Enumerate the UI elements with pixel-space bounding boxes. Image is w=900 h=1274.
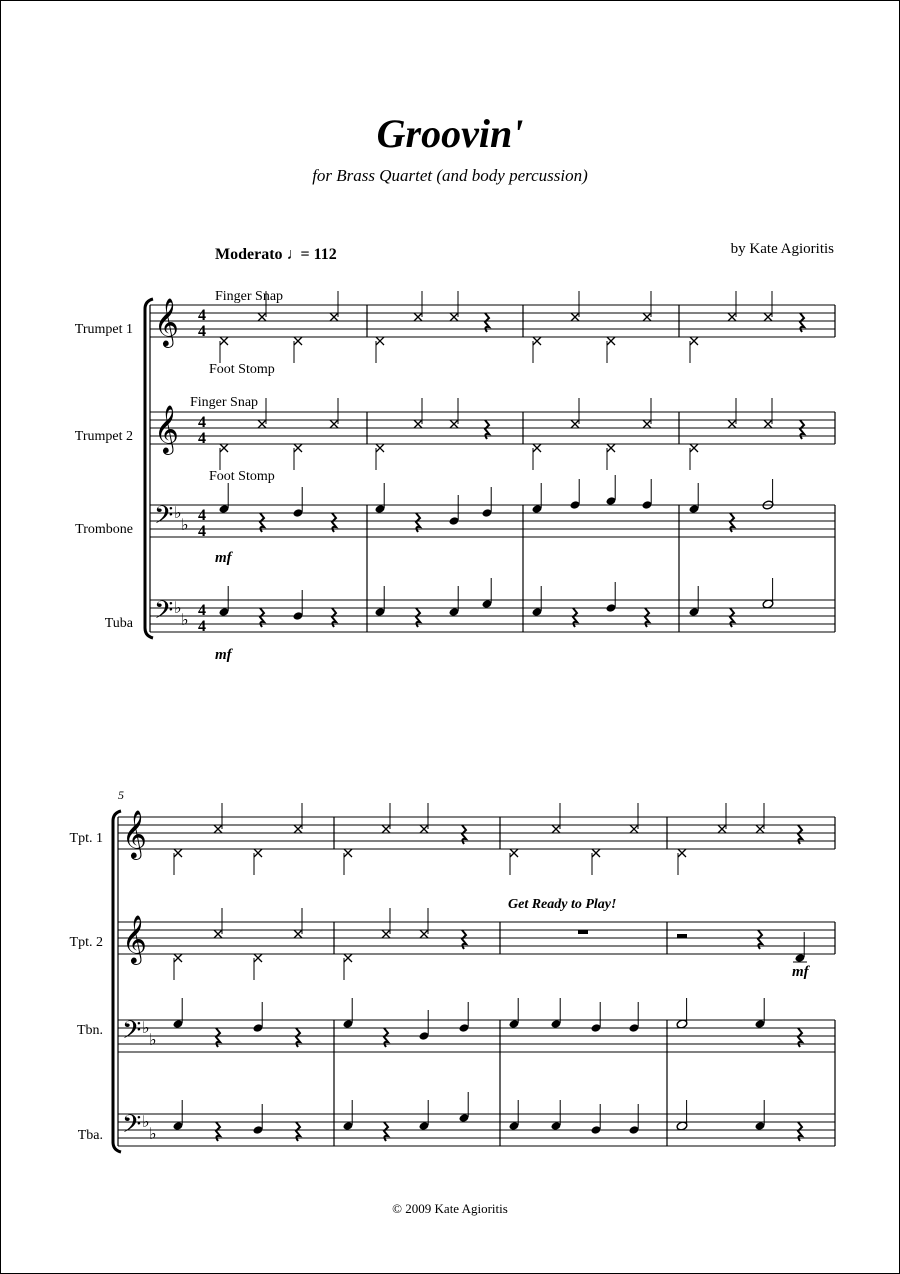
x-note (294, 444, 302, 452)
dynamic-mf-tuba: mf (215, 647, 232, 663)
composer-credit: by Kate Agioritis (730, 241, 834, 257)
system2-bracket (113, 811, 121, 1152)
time-signature-bottom: 4 (198, 618, 206, 635)
annotation-foot-stomp-tpt1: Foot Stomp (209, 362, 275, 377)
x-note (552, 825, 560, 833)
x-note (214, 930, 222, 938)
half-rest (578, 930, 588, 934)
x-note (718, 825, 726, 833)
x-note (450, 313, 458, 321)
instrument-label-tpt-1: Tpt. 1 (69, 831, 103, 846)
time-signature-bottom: 4 (198, 430, 206, 447)
instrument-label-tbn: Tbn. (76, 1023, 103, 1038)
x-note (764, 313, 772, 321)
measure-number: 5 (118, 788, 124, 802)
instrument-label-tpt-2: Tpt. 2 (69, 935, 103, 950)
x-note (533, 444, 541, 452)
annotation-foot-stomp-tpt2: Foot Stomp (209, 469, 275, 484)
time-signature-top: 4 (198, 414, 206, 431)
quarter-note-icon: ♩ (286, 246, 303, 263)
x-note (414, 420, 422, 428)
x-note (690, 444, 698, 452)
x-note (607, 337, 615, 345)
x-note (382, 930, 390, 938)
x-note (220, 337, 228, 345)
x-note (510, 849, 518, 857)
instrument-label-tuba: Tuba (104, 616, 133, 631)
time-signature-bottom: 4 (198, 323, 206, 340)
time-signature-top: 4 (198, 602, 206, 619)
treble-clef-icon: 𝄞 (122, 812, 147, 858)
x-note (450, 420, 458, 428)
x-note (420, 825, 428, 833)
x-note (294, 930, 302, 938)
flat-icon: ♭ (142, 1020, 150, 1037)
x-note (643, 313, 651, 321)
score-subtitle: for Brass Quartet (and body percussion) (312, 166, 588, 185)
x-note (571, 313, 579, 321)
time-signature-top: 4 (198, 307, 206, 324)
x-note (330, 313, 338, 321)
x-note (630, 825, 638, 833)
instrument-label-trombone: Trombone (75, 522, 133, 537)
x-note (643, 420, 651, 428)
x-note (254, 849, 262, 857)
time-signature-top: 4 (198, 507, 206, 524)
flat-icon: ♭ (181, 612, 189, 629)
copyright-notice: © 2009 Kate Agioritis (392, 1201, 508, 1216)
x-note (294, 337, 302, 345)
instrument-label-trumpet-2: Trumpet 2 (74, 429, 133, 444)
x-note (756, 825, 764, 833)
x-note (294, 825, 302, 833)
instrument-label-tba: Tba. (77, 1128, 103, 1143)
flat-icon: ♭ (142, 1114, 150, 1131)
treble-clef-icon: 𝄞 (122, 917, 147, 963)
x-note (592, 849, 600, 857)
x-note (344, 954, 352, 962)
flat-icon: ♭ (174, 600, 182, 617)
flat-icon: ♭ (174, 505, 182, 522)
bass-clef-icon: 𝄢 (122, 1111, 142, 1144)
bass-clef-icon: 𝄢 (154, 597, 174, 630)
annotation-finger-snap-tpt1: Finger Snap (215, 289, 284, 304)
x-note (678, 849, 686, 857)
x-note (376, 337, 384, 345)
x-note (174, 849, 182, 857)
x-note (214, 825, 222, 833)
instrument-label-trumpet-1: Trumpet 1 (74, 322, 133, 337)
flat-icon: ♭ (181, 517, 189, 534)
dynamic-mf-tpt2: mf (792, 964, 809, 980)
x-note (258, 313, 266, 321)
bass-clef-icon: 𝄢 (154, 502, 174, 535)
half-rest (677, 934, 687, 938)
tempo-label: Moderato (215, 246, 283, 263)
annotation-finger-snap-tpt2: Finger Snap (190, 395, 259, 410)
x-note (607, 444, 615, 452)
x-note (728, 313, 736, 321)
x-note (533, 337, 541, 345)
flat-icon: ♭ (149, 1032, 157, 1049)
x-note (330, 420, 338, 428)
score-title: Groovin' (376, 111, 524, 156)
x-note (254, 954, 262, 962)
x-note (764, 420, 772, 428)
dynamic-mf-trombone: mf (215, 550, 232, 566)
bass-clef-icon: 𝄢 (122, 1017, 142, 1050)
x-note (382, 825, 390, 833)
time-signature-bottom: 4 (198, 523, 206, 540)
flat-icon: ♭ (149, 1126, 157, 1143)
x-note (174, 954, 182, 962)
x-note (728, 420, 736, 428)
treble-clef-icon: 𝄞 (154, 407, 179, 453)
cue-get-ready: Get Ready to Play! (508, 897, 617, 912)
treble-clef-icon: 𝄞 (154, 300, 179, 346)
x-note (420, 930, 428, 938)
x-note (344, 849, 352, 857)
x-note (571, 420, 579, 428)
x-note (414, 313, 422, 321)
x-note (220, 444, 228, 452)
tempo-value: = 112 (300, 246, 337, 263)
x-note (376, 444, 384, 452)
x-note (258, 420, 266, 428)
x-note (690, 337, 698, 345)
system1-bracket (145, 299, 153, 638)
